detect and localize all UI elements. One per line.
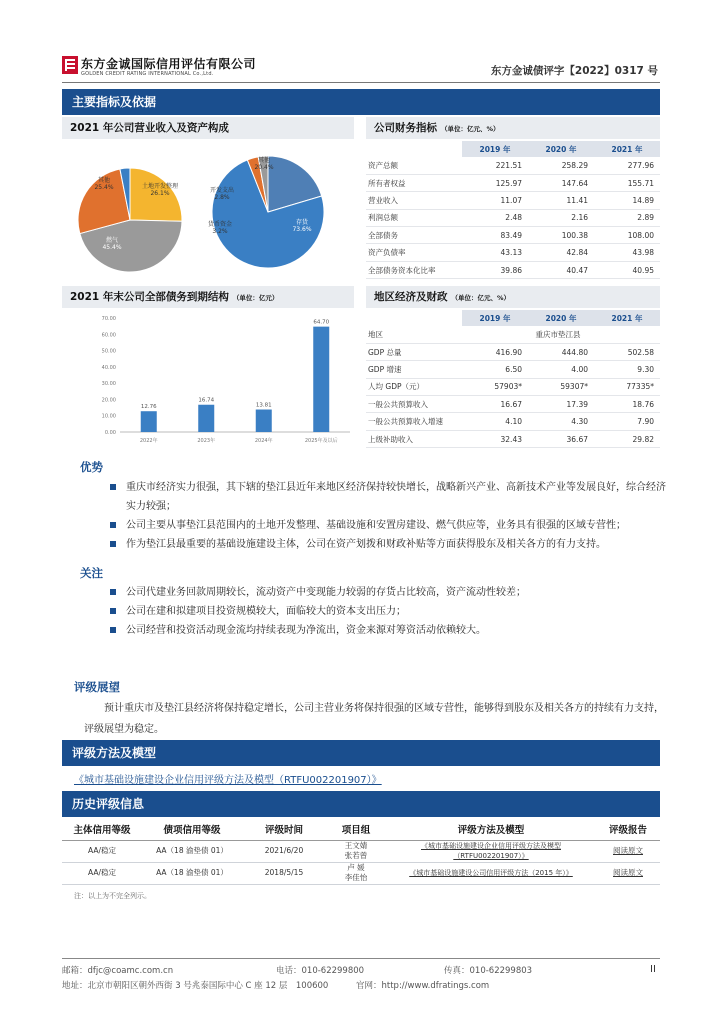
pie-label: 其他 [97, 177, 111, 184]
y-tick-label: 70.00 [101, 316, 116, 322]
y-tick-label: 30.00 [101, 381, 116, 388]
table-row [366, 261, 660, 278]
footer-email: 邮箱：dfjc@coamc.com.cn [62, 966, 174, 976]
bond-rating: AA（18 渝垫债 01） [142, 862, 242, 884]
row-value: 7.90 [594, 413, 660, 430]
row-value: 258.29 [528, 157, 594, 174]
outlook-text: 预计重庆市及垫江县经济将保持稳定增长，公司主营业务将保持很强的区域专营性，能够得到股东及相关各方的持续有力支持，评级展望为稳定。 [84, 703, 664, 735]
footer-phone: 电话：010-62299800 [276, 966, 365, 976]
strengths-list [108, 478, 668, 554]
year-col: 2021 年 [594, 141, 660, 157]
row-value: 32.43 [462, 430, 528, 447]
pie-label: 开发支出 [209, 187, 235, 194]
page-number: II [650, 964, 656, 975]
table-row [366, 244, 660, 261]
row-value: 40.47 [528, 261, 594, 278]
row-value: 83.49 [462, 227, 528, 244]
issuer-rating: AA/稳定 [62, 840, 142, 862]
table-row [366, 192, 660, 209]
methodology-header: 评级方法及模型 [62, 740, 660, 766]
pie-label: 45.4% [102, 244, 122, 251]
rating-date: 2021/6/20 [242, 840, 326, 862]
y-tick-label: 20.00 [101, 397, 116, 404]
row-value: 36.67 [528, 430, 594, 447]
bond-rating: AA（18 渝垫债 01） [142, 840, 242, 862]
document-number: 东方金诚债评字【2022】0317 号 [490, 65, 658, 77]
revenue-asset-pie-charts [62, 142, 354, 284]
row-label: 资产总额 [366, 157, 462, 174]
debt-panel-title: 2021 年末公司全部债务到期结构 （单位：亿元） [62, 286, 354, 308]
history-table [62, 818, 660, 885]
row-value: 416.90 [462, 343, 528, 360]
row-value: 4.10 [462, 413, 528, 430]
row-value: 108.00 [594, 227, 660, 244]
row-value: 39.86 [462, 261, 528, 278]
debt-bar [256, 410, 272, 432]
table-row [366, 227, 660, 244]
row-value: 4.00 [528, 361, 594, 378]
row-value: 16.67 [462, 396, 528, 413]
pie-label: 2.8% [214, 194, 230, 201]
footer-divider [62, 958, 660, 959]
row-value: 9.30 [594, 361, 660, 378]
row-value: 100.38 [528, 227, 594, 244]
footer-website[interactable]: 官网：http://www.dfratings.com [356, 981, 490, 991]
row-value: 502.58 [594, 343, 660, 360]
table-row [366, 209, 660, 226]
row-value: 14.89 [594, 192, 660, 209]
row-value: 155.71 [594, 174, 660, 191]
row-value: 4.30 [528, 413, 594, 430]
history-header: 历史评级信息 [62, 791, 660, 817]
col-header: 评级报告 [596, 818, 660, 840]
pie-label: 土地开发整理 [141, 183, 179, 190]
asset-pie [209, 156, 324, 268]
col-header: 项目组 [326, 818, 386, 840]
row-label: 地区 [366, 326, 462, 343]
pie-label: 货币资金 [207, 221, 233, 228]
row-value: 17.39 [528, 396, 594, 413]
history-note: 注：以上为不完全列示。 [74, 892, 151, 900]
bar-value-label: 12.76 [140, 404, 157, 411]
row-value: 147.64 [528, 174, 594, 191]
bar-value-label: 16.74 [198, 397, 215, 404]
pie-label: 存货 [295, 219, 309, 226]
region-table [366, 310, 660, 448]
row-value: 18.76 [594, 396, 660, 413]
row-label: 全部债务 [366, 227, 462, 244]
row-value: 57903* [462, 378, 528, 395]
y-tick-label: 10.00 [101, 413, 116, 420]
pie-label: 3.2% [212, 228, 228, 235]
row-value: 2.16 [528, 209, 594, 226]
list-item: 重庆市经济实力很强，其下辖的垫江县近年来地区经济保持较快增长，战略新兴产业、高新技术产业等发展良好，综合经济实力较强； [108, 478, 668, 516]
footer-address: 地址：北京市朝阳区朝外西街 3 号兆泰国际中心 C 座 12 层 100600 [62, 981, 329, 991]
header-divider [62, 82, 660, 83]
region-name: 重庆市垫江县 [462, 326, 660, 343]
pie-label: 基础设施 [129, 149, 155, 156]
table-row [366, 396, 660, 413]
row-value: 40.95 [594, 261, 660, 278]
finance-panel-title: 公司财务指标 （单位：亿元、%） [366, 117, 660, 139]
bar-value-label: 64.70 [313, 319, 330, 326]
col-header: 债项信用等级 [142, 818, 242, 840]
row-label: GDP 增速 [366, 361, 462, 378]
company-name-cn: 东方金诚国际信用评估有限公司 [81, 57, 257, 71]
bar-value-label: 13.81 [255, 402, 272, 409]
rating-date: 2018/5/15 [242, 862, 326, 884]
y-tick-label: 60.00 [101, 332, 116, 339]
pie-label: 73.6% [292, 226, 312, 233]
table-row [366, 157, 660, 174]
row-label: 利润总额 [366, 209, 462, 226]
rating-method[interactable]: 《城市基础设施建设公司信用评级方法（2015 年）》 [386, 862, 596, 884]
finance-table [366, 141, 660, 279]
row-value: 444.80 [528, 343, 594, 360]
table-row [62, 862, 660, 884]
row-label: GDP 总量 [366, 343, 462, 360]
x-tick-label: 2022年 [139, 438, 158, 444]
list-item: 公司代建业务回款周期较长，流动资产中变现能力较弱的存货占比较高，资产流动性较差； [108, 583, 668, 602]
row-value: 42.84 [528, 244, 594, 261]
revenue-panel-title: 2021 年公司营业收入及资产构成 [62, 117, 354, 139]
pie-label: 其他 [257, 157, 271, 164]
x-tick-label: 2025年及以后 [304, 438, 338, 444]
row-value: 125.97 [462, 174, 528, 191]
row-label: 所有者权益 [366, 174, 462, 191]
col-header: 主体信用等级 [62, 818, 142, 840]
year-col: 2020 年 [528, 310, 594, 326]
debt-maturity-chart [62, 310, 354, 445]
list-item: 作为垫江县最重要的基础设施建设主体，公司在资产划拨和财政补贴等方面获得股东及相关各方的有力支持。 [108, 535, 668, 554]
pie-label: 25.4% [94, 184, 114, 191]
row-value: 77335* [594, 378, 660, 395]
row-value: 59307* [528, 378, 594, 395]
row-label: 资产负债率 [366, 244, 462, 261]
debt-bar [313, 327, 329, 432]
row-value: 221.51 [462, 157, 528, 174]
year-col: 2020 年 [528, 141, 594, 157]
x-tick-label: 2023年 [197, 438, 216, 444]
col-header: 评级时间 [242, 818, 326, 840]
main-indicators-header: 主要指标及依据 [62, 89, 660, 115]
strengths-title: 优势 [80, 460, 103, 474]
year-col: 2021 年 [594, 310, 660, 326]
year-col: 2019 年 [462, 141, 528, 157]
row-label: 人均 GDP（元） [366, 378, 462, 395]
table-row [366, 413, 660, 430]
table-row [366, 361, 660, 378]
list-item: 公司经营和投资活动现金流均持续表现为净流出，资金来源对筹资活动依赖较大。 [108, 621, 668, 640]
list-item: 公司主要从事垫江县范围内的土地开发整理、基础设施和安置房建设、燃气供应等，业务具有很强的区域专营性； [108, 516, 668, 535]
row-value: 6.50 [462, 361, 528, 378]
company-logo-icon [62, 56, 78, 74]
methodology-link[interactable]: 《城市基础设施建设企业信用评级方法及模型（RTFU002201907）》 [74, 775, 382, 786]
y-tick-label: 50.00 [101, 348, 116, 355]
pie-label: 3.1% [134, 156, 150, 163]
row-value: 29.82 [594, 430, 660, 447]
project-team: 卢 媛 李佳怡 [326, 862, 386, 884]
row-value: 277.96 [594, 157, 660, 174]
issuer-rating: AA/稳定 [62, 862, 142, 884]
pie-label: 燃气 [105, 237, 119, 244]
concerns-title: 关注 [80, 566, 103, 580]
row-value: 2.48 [462, 209, 528, 226]
y-tick-label: 40.00 [101, 364, 116, 371]
row-value: 2.89 [594, 209, 660, 226]
concerns-list [108, 583, 668, 640]
table-row [366, 378, 660, 395]
table-row [62, 840, 660, 862]
row-label: 全部债务资本化比率 [366, 261, 462, 278]
year-col: 2019 年 [462, 310, 528, 326]
rating-method[interactable]: 《城市基础设施建设企业信用评级方法及模型（RTFU002201907）》 [386, 840, 596, 862]
row-label: 上级补助收入 [366, 430, 462, 447]
report-link[interactable]: 阅读原文 [596, 840, 660, 862]
table-row [366, 326, 660, 343]
row-value: 43.13 [462, 244, 528, 261]
outlook-title: 评级展望 [74, 680, 120, 694]
list-item: 公司在建和拟建项目投资规模较大，面临较大的资本支出压力； [108, 602, 668, 621]
row-value: 43.98 [594, 244, 660, 261]
row-value: 11.41 [528, 192, 594, 209]
region-panel-title: 地区经济及财政 （单位：亿元、%） [366, 286, 660, 308]
table-row [366, 343, 660, 360]
debt-bar [141, 411, 157, 432]
debt-bar [198, 405, 214, 432]
row-label: 一般公共预算收入 [366, 396, 462, 413]
x-tick-label: 2024年 [254, 438, 273, 444]
project-team: 王文婧 张若曾 [326, 840, 386, 862]
company-name-en: GOLDEN CREDIT RATING INTERNATIONAL Co.,Ltd. [81, 71, 214, 77]
y-tick-label: 0.00 [104, 430, 116, 436]
footer-fax: 传真：010-62299803 [444, 966, 533, 976]
col-header: 评级方法及模型 [386, 818, 596, 840]
row-value: 11.07 [462, 192, 528, 209]
report-link[interactable]: 阅读原文 [596, 862, 660, 884]
row-label: 营业收入 [366, 192, 462, 209]
pie-label: 26.1% [150, 190, 170, 197]
table-row [366, 174, 660, 191]
table-row [366, 430, 660, 447]
row-label: 一般公共预算收入增速 [366, 413, 462, 430]
pie-label: 20.4% [254, 164, 274, 171]
